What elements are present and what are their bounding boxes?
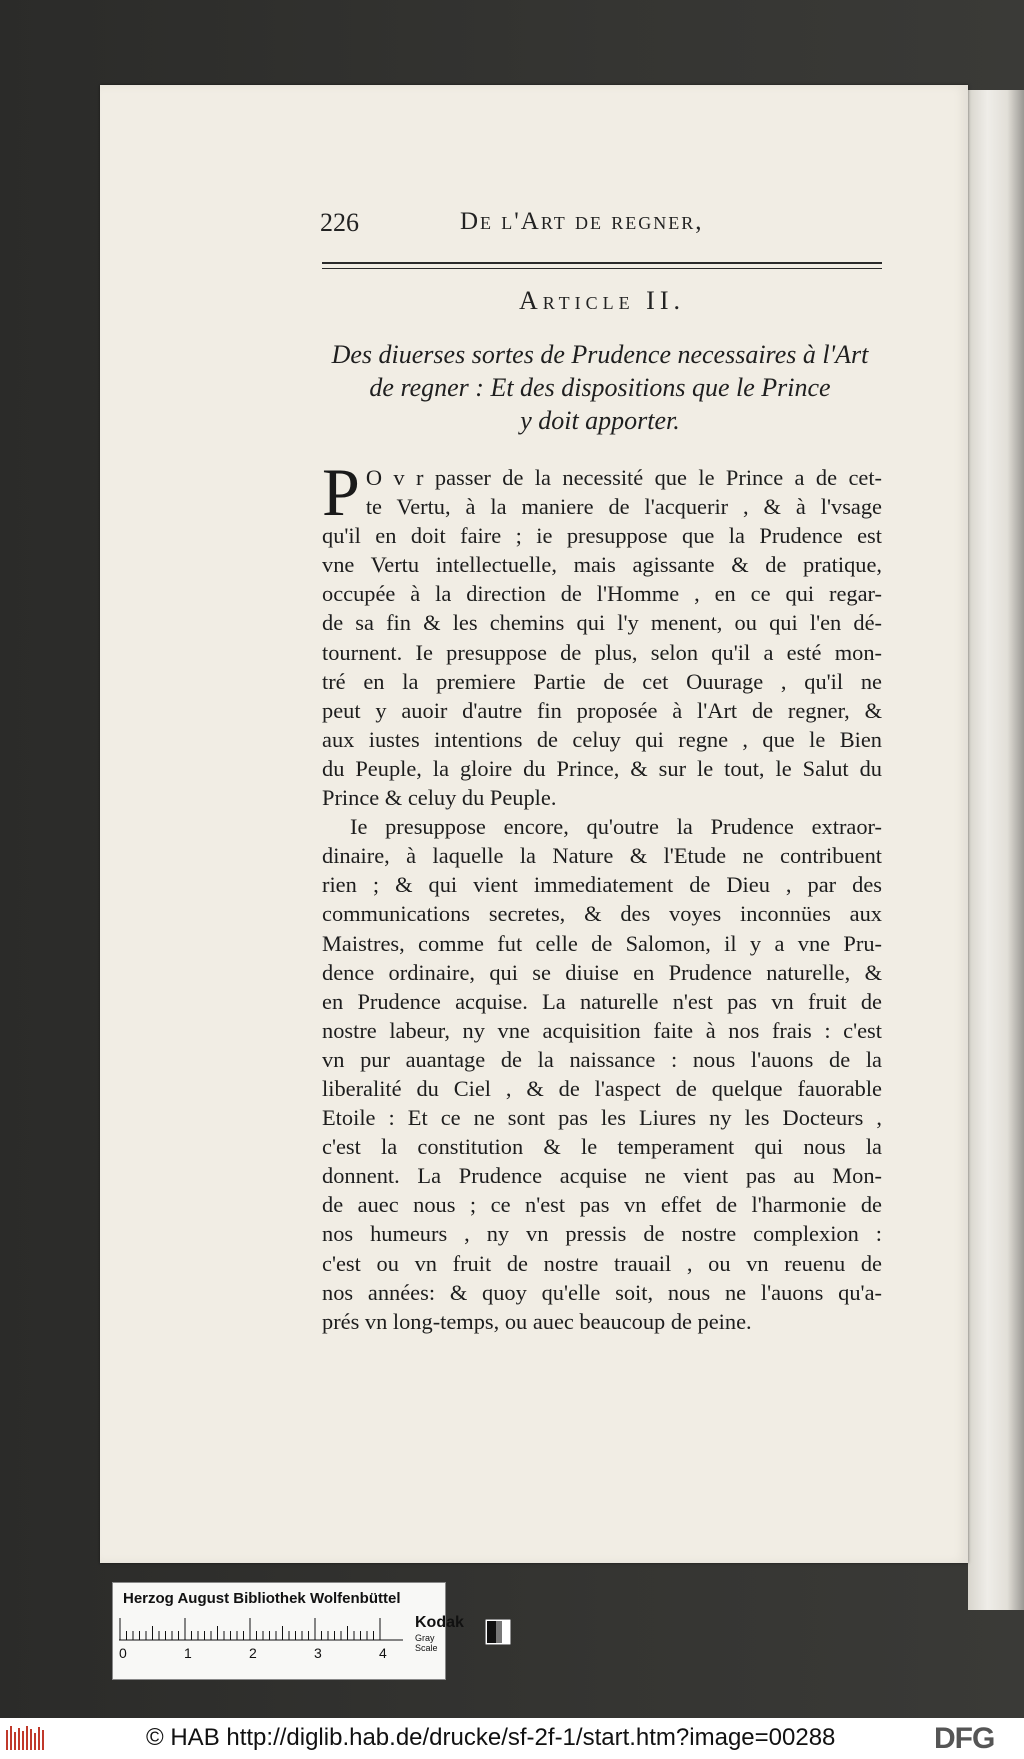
page-number: 226 [320,208,359,237]
paragraph-1 [322,454,882,812]
text-line: Etoile : Et ce ne sont pas les Liures ny les Docteurs , [322,1105,882,1131]
copyright-link[interactable]: © HAB http://diglib.hab.de/drucke/sf-2f-1/start.htm?image=00288 [146,1724,836,1751]
text-line: Maistres, comme fut celle de Salomon, il y a vne Pru- [322,930,882,956]
paragraph-2 [322,812,882,1336]
text-line: c'est ou vn fruit de nostre trauail , ou vn reuenu de [322,1250,882,1276]
gray-scale-chip-icon [485,1619,511,1645]
text-line: communications secretes, & des voyes inconnües aux [322,901,882,927]
text-line: du Peuple, la gloire du Prince, & sur le tout, le Salut du [322,755,882,781]
text-line: O v r passer de la necessité que le Prince a de cet- [365,465,882,490]
text-line: vne Vertu intellectuelle, mais agissante & de pratique, [322,552,882,578]
drop-cap: P [322,454,360,530]
running-title: De l'Art de regner, [460,208,704,235]
text-line: prés vn long-temps, ou auec beaucoup de peine. [322,1308,752,1334]
text-line: de sa fin & les chemins qui l'y menent, ou qui l'en dé- [322,610,882,636]
text-line: rien ; & qui vient immediatement de Dieu , par des [322,872,882,898]
library-name: Herzog August Bibliothek Wolfenbüttel [123,1590,401,1607]
text-line: Prince & celuy du Peuple. [322,785,557,811]
footer-bar [0,1718,1024,1759]
article-heading: Article II. [518,286,685,315]
text-line: donnent. La Prudence acquise ne vient pas au Mon- [322,1163,882,1189]
scale-label: Gray Scale [415,1633,438,1653]
text-line: nostre labeur, ny vne acquisition faite à nos frais : c'est [322,1017,882,1043]
dfg-logo: DFG [934,1722,995,1755]
subtitle-line: Des diuerses sortes de Prudence necessaires à l'Art [331,340,869,369]
text-line: te Vertu, à la maniere de l'acquerir , & à l'vsage [365,494,882,520]
body-text [322,454,882,1336]
ruler-number: 4 [379,1645,387,1661]
text-line: qu'il en doit faire ; ie presuppose que la Prudence est [322,523,882,549]
facing-page-edge [968,90,1024,1610]
text-line: peut y auoir d'autre fin proposée à l'Art de regner, & [322,697,882,723]
text-line: en Prudence acquise. La naturelle n'est pas vn fruit de [322,988,882,1014]
text-line: tournent. Ie presuppose de plus, selon qu'il a esté mon- [322,639,882,665]
article-subtitle [310,338,890,437]
subtitle-line: de regner : Et des dispositions que le Prince [369,373,831,402]
text-line: occupée à la direction de l'Homme , en ce qui regar- [322,581,882,607]
ruler-number: 1 [184,1645,192,1661]
text-line: liberalité du Ciel , & de l'aspect de quelque fauorable [322,1075,882,1101]
text-line: dinaire, à laquelle la Nature & l'Etude ne contribuent [322,843,882,869]
text-line: tré en la premiere Partie de cet Ouurage , qu'il ne [322,668,882,694]
subtitle-line: y doit apporter. [520,406,680,435]
text-line: c'est la constitution & le temperament qui nous la [322,1134,882,1160]
header-rule [322,262,882,269]
text-line: nos années: & quoy qu'elle soit, nous ne l'auons qu'a- [322,1279,882,1305]
text-line: vn pur auantage de la naissance : nous l'auons de la [322,1046,882,1072]
running-head [320,208,880,248]
measurement-ruler [119,1617,403,1641]
color-target-card [112,1582,464,1680]
text-line: de auec nous ; ce n'est pas vn effet de l'harmonie de [322,1192,882,1218]
ruler-number: 0 [119,1645,127,1661]
text-line: dence ordinaire, qui se diuise en Prudence naturelle, & [322,959,882,985]
text-line: aux iustes intentions de celuy qui regne , que le Bien [322,726,882,752]
hab-logo-icon [6,1726,46,1752]
text-line: nos humeurs , ny vn pressis de nostre complexion : [322,1221,882,1247]
text-line: Ie presuppose encore, qu'outre la Prudence extraor- [350,814,882,840]
brand-name: Kodak [415,1614,464,1631]
ruler-number: 2 [249,1645,257,1661]
ruler-number: 3 [314,1645,322,1661]
